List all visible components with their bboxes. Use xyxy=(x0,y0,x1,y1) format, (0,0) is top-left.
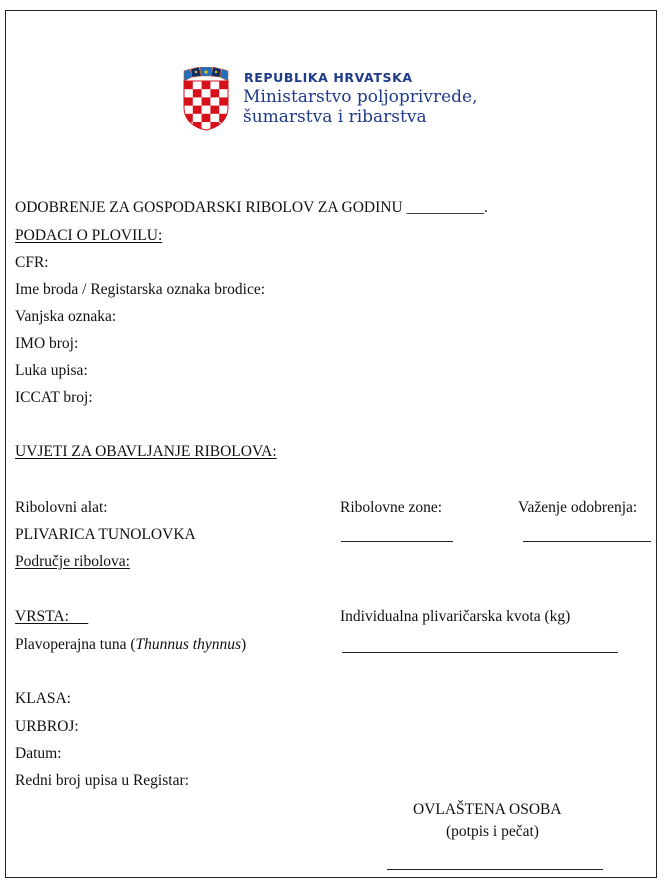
signature-blank-line xyxy=(387,869,603,870)
country-name: REPUBLIKA HRVATSKA xyxy=(244,70,413,85)
field-iccat-number: ICCAT broj: xyxy=(15,389,93,406)
fishing-area-label: Područje ribolova: xyxy=(15,553,130,570)
field-imo-number: IMO broj: xyxy=(15,335,79,352)
fishing-zones-label: Ribolovne zone: xyxy=(340,499,443,516)
species-latin-name: Thunnus thynnus xyxy=(135,636,242,653)
field-cfr: CFR: xyxy=(15,254,49,271)
validity-blank-line xyxy=(523,541,651,542)
croatian-coat-of-arms-icon xyxy=(181,67,231,131)
field-port-of-registry: Luka upisa: xyxy=(15,362,88,379)
field-vessel-name: Ime broda / Registarska oznaka brodice: xyxy=(15,281,266,298)
conditions-section-heading: UVJETI ZA OBAVLJANJE RIBOLOVA: xyxy=(15,443,277,460)
field-klasa: KLASA: xyxy=(15,690,71,707)
fishing-gear-label: Ribolovni alat: xyxy=(15,499,108,516)
vessel-section-heading: PODACI O PLOVILU: xyxy=(15,227,163,244)
fishing-gear-value: PLIVARICA TUNOLOVKA xyxy=(15,526,196,543)
signature-subtitle: (potpis i pečat) xyxy=(446,823,539,840)
species-name xyxy=(15,636,246,654)
quota-blank-line xyxy=(342,652,618,653)
ministry-name-line1: Ministarstvo poljoprivrede, xyxy=(243,87,478,107)
species-name-suffix: ) xyxy=(241,636,247,653)
field-urbroj: URBROJ: xyxy=(15,718,79,735)
field-date: Datum: xyxy=(15,745,62,762)
field-registry-number: Redni broj upisa u Registar: xyxy=(15,772,189,789)
field-external-mark: Vanjska oznaka: xyxy=(15,308,117,325)
species-name-prefix: Plavoperajna tuna ( xyxy=(15,636,136,653)
ministry-name-line2: šumarstva i ribarstva xyxy=(243,107,427,127)
authorized-person-title: OVLAŠTENA OSOBA xyxy=(413,801,562,818)
species-label: VRSTA: xyxy=(15,608,89,625)
document-title: ODOBRENJE ZA GOSPODARSKI RIBOLOV ZA GODINU __________. xyxy=(15,199,488,216)
quota-label: Individualna plivaričarska kvota (kg) xyxy=(340,608,571,625)
validity-label: Važenje odobrenja: xyxy=(518,499,638,516)
fishing-zones-blank-line xyxy=(341,541,453,542)
